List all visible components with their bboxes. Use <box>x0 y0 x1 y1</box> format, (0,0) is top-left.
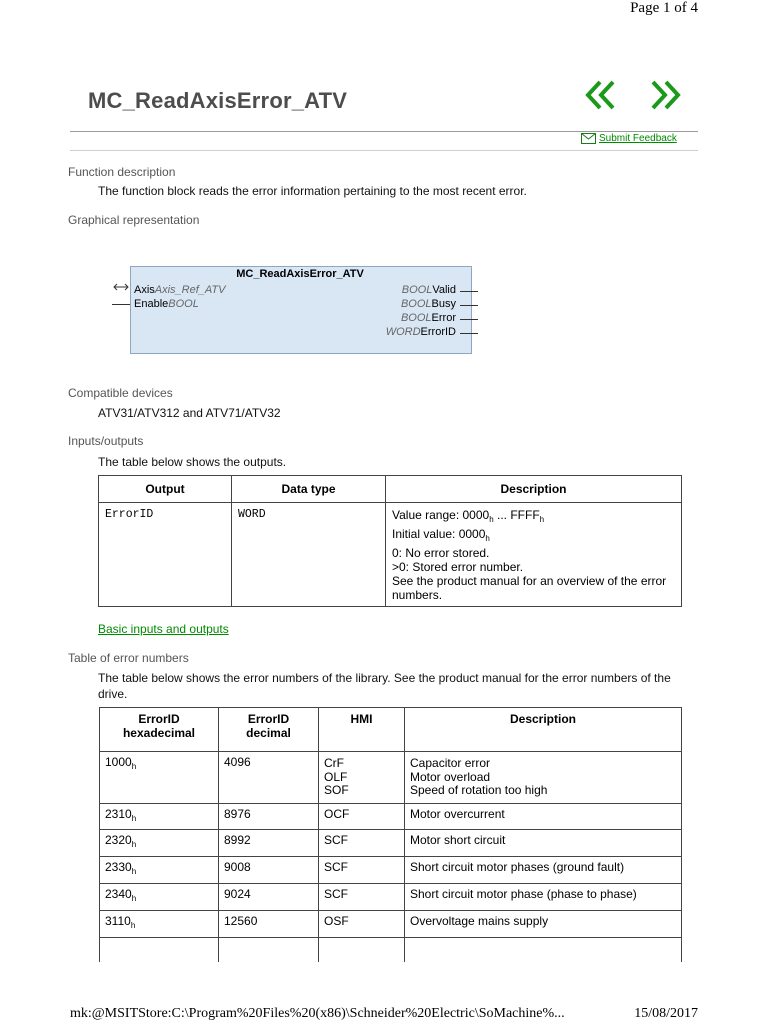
empty-cell <box>100 938 219 962</box>
error-numbers-table <box>99 707 682 962</box>
empty-cell <box>319 938 405 962</box>
desc-cell: Motor short circuit <box>405 830 682 857</box>
fb-input-enable-type: BOOL <box>168 298 199 310</box>
col-header-description: Description <box>405 708 682 752</box>
busy-pin-line <box>460 305 478 306</box>
dec-cell: 9024 <box>219 884 319 911</box>
desc-cell <box>405 752 682 804</box>
hmi-cell: OSF <box>319 911 405 938</box>
hex-value: 3110 <box>105 914 131 928</box>
error-table-header <box>100 708 682 752</box>
table-row <box>99 503 682 607</box>
error-pin-line <box>460 319 478 320</box>
value-range-start: Value range: 0000 <box>392 508 490 522</box>
fb-output-valid-type: BOOL <box>401 284 433 296</box>
hmi-cell: OCF <box>319 804 405 830</box>
hmi-cell: SCF <box>319 884 405 911</box>
fb-output-busy-type: BOOL <box>400 298 432 310</box>
dec-cell: 8976 <box>219 804 319 830</box>
hex-value: 2340 <box>105 887 132 901</box>
fb-output-errorid-type: WORD <box>385 326 421 338</box>
desc-cell: Motor overcurrent <box>405 804 682 830</box>
double-chevron-left-icon <box>583 78 619 112</box>
fb-name: MC_ReadAxisError_ATV <box>236 268 364 280</box>
hex-value: 2310 <box>105 807 132 821</box>
fb-output-busy-name: Busy <box>431 298 456 310</box>
hex-suffix: h <box>131 867 137 876</box>
next-topic-button[interactable] <box>648 78 684 112</box>
hmi-code: CrF <box>324 756 344 770</box>
inputs-outputs-heading: Inputs/outputs <box>68 434 144 448</box>
hex-cell <box>100 911 219 938</box>
fb-output-valid-name: Valid <box>432 284 456 296</box>
col-header-output: Output <box>99 476 232 503</box>
table-row <box>100 911 682 938</box>
table-row <box>100 752 682 804</box>
desc-cell: Short circuit motor phase (phase to phase) <box>405 884 682 911</box>
col-header-description: Description <box>386 476 682 503</box>
dec-cell: 9008 <box>219 857 319 884</box>
hex-value: 1000 <box>105 755 132 769</box>
in-out-arrow-icon <box>112 281 130 291</box>
fb-output-errorid-name: ErrorID <box>420 326 456 338</box>
graphical-representation-heading: Graphical representation <box>68 213 200 227</box>
fb-input-axis-type: Axis_Ref_ATV <box>154 284 226 296</box>
hmi-code: OLF <box>324 769 348 784</box>
initial-value: Initial value: 0000 <box>392 527 486 541</box>
fb-input-axis <box>134 284 226 296</box>
double-chevron-right-icon <box>648 78 684 112</box>
hmi-cell: SCF <box>319 857 405 884</box>
page-number: Page 1 of 4 <box>630 0 698 16</box>
fb-output-error <box>401 312 456 324</box>
function-description-text: The function block reads the error information pertaining to the most recent error. <box>98 184 527 198</box>
compatible-devices-text: ATV31/ATV312 and ATV71/ATV32 <box>98 406 281 420</box>
submit-feedback-label: Submit Feedback <box>599 133 677 144</box>
table-row <box>100 804 682 830</box>
output-description-cell <box>386 503 682 607</box>
fb-output-busy <box>401 298 456 310</box>
error-numbers-heading: Table of error numbers <box>68 651 189 665</box>
dec-header-line: decimal <box>246 726 291 740</box>
hex-suffix: h <box>539 515 545 524</box>
desc-line: >0: Stored error number. <box>392 560 524 574</box>
output-name-cell: ErrorID <box>99 503 232 607</box>
fb-input-axis-name: Axis <box>134 284 155 296</box>
hmi-code: SOF <box>324 783 349 797</box>
col-header-hmi: HMI <box>319 708 405 752</box>
initial-value-line <box>392 527 675 546</box>
envelope-icon <box>581 133 596 144</box>
desc-line: 0: No error stored. <box>392 546 490 560</box>
col-header-hex <box>100 708 219 752</box>
errorid-pin-line <box>460 333 478 334</box>
fb-output-error-type: BOOL <box>400 312 432 324</box>
empty-cell <box>405 938 682 962</box>
value-range-end: ... FFFF <box>493 508 540 522</box>
previous-topic-button[interactable] <box>583 78 619 112</box>
dec-cell: 12560 <box>219 911 319 938</box>
table-row <box>100 857 682 884</box>
table-row <box>100 884 682 911</box>
dec-cell: 8992 <box>219 830 319 857</box>
dec-header-line: ErrorID <box>247 712 290 726</box>
hex-suffix: h <box>489 515 494 524</box>
hmi-cell: SCF <box>319 830 405 857</box>
valid-pin-line <box>460 291 478 292</box>
hex-value: 2320 <box>105 833 132 847</box>
function-block-diagram <box>112 254 492 366</box>
enable-pin-line <box>112 304 130 305</box>
outputs-table <box>98 475 682 607</box>
fb-output-error-name: Error <box>431 312 456 324</box>
desc-line: Speed of rotation too high <box>410 783 548 797</box>
col-header-decimal <box>219 708 319 752</box>
col-header-data-type: Data type <box>232 476 386 503</box>
value-range-line <box>392 508 675 527</box>
hex-cell <box>100 857 219 884</box>
desc-cell: Overvoltage mains supply <box>405 911 682 938</box>
header-divider <box>70 131 698 132</box>
desc-line: See the product manual for an overview of the error numbers. <box>392 574 667 602</box>
hex-suffix: h <box>131 762 137 771</box>
hex-suffix: h <box>131 840 137 849</box>
hex-header-line: ErrorID <box>138 712 180 726</box>
hmi-cell <box>319 752 405 804</box>
fb-output-errorid <box>386 326 456 338</box>
submit-feedback-link[interactable] <box>581 133 677 144</box>
hex-cell <box>100 752 219 804</box>
hex-cell <box>100 884 219 911</box>
desc-line: Capacitor error <box>410 756 491 770</box>
hex-suffix: h <box>130 921 136 930</box>
hex-cell <box>100 830 219 857</box>
hex-header-line: hexadecimal <box>122 726 196 740</box>
empty-cell <box>219 938 319 962</box>
hex-cell <box>100 804 219 830</box>
fb-input-enable <box>134 298 199 310</box>
footer-date: 15/08/2017 <box>634 1006 698 1021</box>
fb-output-valid <box>402 284 456 296</box>
hex-suffix: h <box>131 814 137 823</box>
fb-input-enable-name: Enable <box>134 298 169 310</box>
basic-inputs-outputs-link[interactable]: Basic inputs and outputs <box>98 622 229 636</box>
footer-path: mk:@MSITStore:C:\Program%20Files%20(x86)\Schneider%20Electric\SoMachine%... <box>70 1006 565 1021</box>
hex-value: 2330 <box>105 860 132 874</box>
function-description-heading: Function description <box>68 165 176 179</box>
hex-suffix: h <box>131 894 137 903</box>
dec-cell: 4096 <box>219 752 319 804</box>
feedback-divider <box>70 150 698 151</box>
desc-line: Motor overload <box>410 769 491 784</box>
error-numbers-text: The table below shows the error numbers of the library. See the product manual for the error numbers of the drive. <box>98 671 671 701</box>
output-type-cell: WORD <box>232 503 386 607</box>
inputs-outputs-text: The table below shows the outputs. <box>98 455 287 469</box>
desc-cell: Short circuit motor phases (ground fault) <box>405 857 682 884</box>
compatible-devices-heading: Compatible devices <box>68 386 173 400</box>
hex-suffix: h <box>485 534 490 543</box>
outputs-table-header <box>99 476 682 503</box>
page-title: MC_ReadAxisError_ATV <box>88 88 348 113</box>
table-row-partial <box>100 938 682 962</box>
table-row <box>100 830 682 857</box>
